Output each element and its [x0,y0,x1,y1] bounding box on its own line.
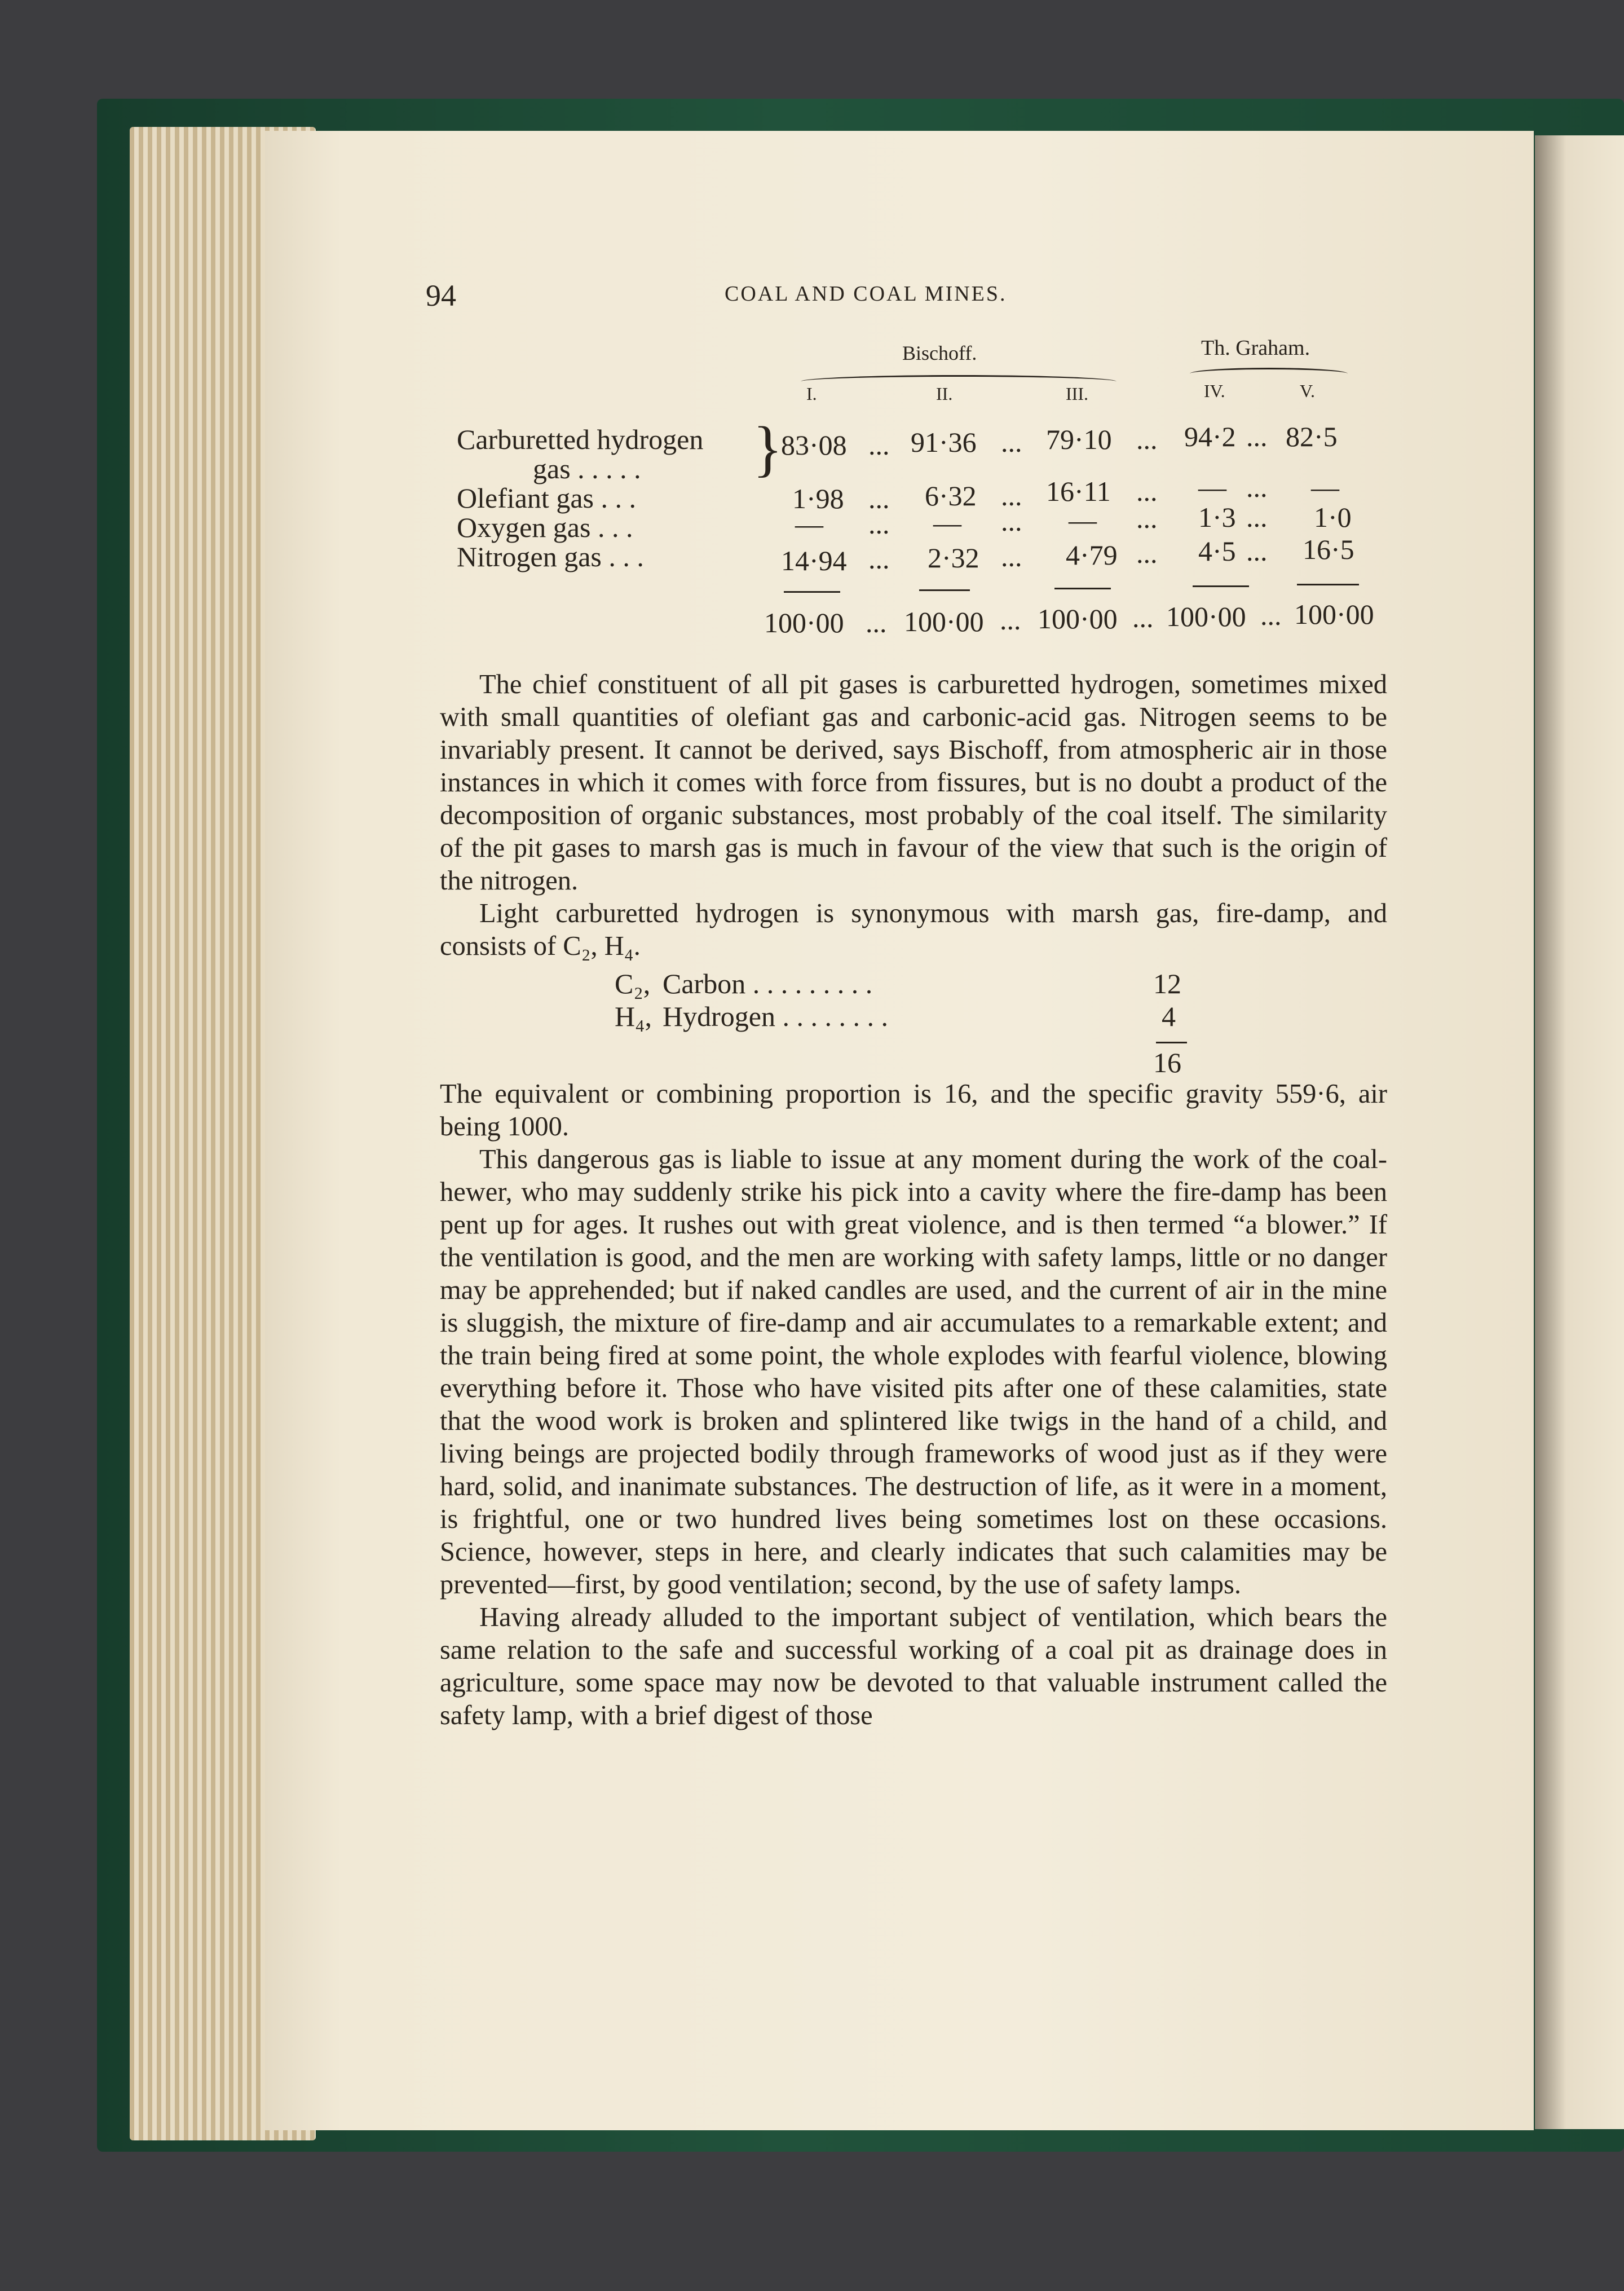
ellipsis: ... [1001,480,1022,512]
ellipsis: ... [1136,475,1158,507]
total-rule [919,589,970,591]
total-rule [1297,584,1359,585]
row-brace: } [753,414,783,483]
table-total: 100·00 [1038,603,1118,635]
page-number: 94 [426,279,456,312]
table-cell: 82·5 [1286,421,1338,452]
ellipsis: ... [1246,501,1268,533]
row-label: Oxygen gas . . . [457,512,633,543]
formula-value: 4 [1162,1001,1176,1032]
paragraph: Light carburetted hydrogen is synonymous with marsh gas, fire-damp, and consists of C₂, H₄. [440,898,1387,961]
table-cell: 2·32 [928,542,979,574]
group-label-graham: Th. Graham. [1201,336,1310,360]
table-total: 100·00 [1294,598,1374,630]
ellipsis: ... [1260,600,1282,631]
page-header [426,278,1384,312]
ellipsis: ... [1001,426,1022,458]
table-cell: — [1198,472,1226,503]
paragraph: The equivalent or combining proportion is 16, and the specific gravity 559·6, air being 1000. [440,1079,1387,1142]
table-cell: 1·3 [1198,501,1236,533]
total-rule [784,591,840,593]
table-cell: 94·2 [1184,421,1236,452]
formula-total: 16 [1153,1047,1181,1078]
table-cell: 1·0 [1314,501,1352,533]
table-cell: 6·32 [925,480,977,512]
ellipsis: ... [1001,541,1022,572]
table-cell: 16·11 [1046,475,1111,507]
formula-name: Hydrogen . . . . . . . . [663,1001,888,1032]
ellipsis: ... [866,607,887,638]
formula-rule [1156,1042,1187,1043]
ellipsis: ... [1246,421,1268,452]
total-rule [1054,588,1111,589]
table-cell: 14·94 [781,545,847,576]
column-header-2: II. [936,384,953,404]
ellipsis: ... [868,508,890,540]
body-text [440,668,1387,1732]
total-rule [1193,585,1249,587]
gas-composition-table [457,327,1382,660]
ellipsis: ... [1246,535,1268,567]
ellipsis: ... [1132,602,1154,633]
row-label: Olefiant gas . . . [457,482,636,514]
ellipsis: ... [868,543,890,575]
facing-page [1535,135,1624,2129]
paragraph: This dangerous gas is liable to issue at any moment during the work of the coal-hewer, who may suddenly strike his pick into a cavity where the fire-damp has been pent up for ages. It rushes out with great violence, and is then termed “a blower.” If the ventilation is good, and the men are working with safety lamps, little or no danger may be apprehended; but if naked candles are used, and the current of air in the mine is sluggish, the mixture of fire-damp and air accumulates to a remarkable extent; and the train being fired at some point, the whole explodes with fearful violence, blowing everything before it. Those who have visited pits after one of these calamities, state that the wood work is broken and splintered like twigs in the hand of a child, and living beings are projected bodily through frameworks of wood just as if they were hard, solid, and inanimate substances. The destruction of life, as it were in a moment, is frightful, one or two hundred lives being sometimes lost on these occasions. Science, however, steps in here, and clearly indicates that such calamities may be prevented—first, by good ventilation; second, by the use of safety lamps. [440,1144,1387,1600]
group-label-bischoff: Bischoff. [902,342,977,364]
table-cell: 91·36 [911,426,977,458]
formula-name: Carbon . . . . . . . . . [663,968,873,999]
formula-block [440,963,1387,1078]
column-header-1: I. [806,384,817,404]
column-header-3: III. [1066,384,1088,404]
ellipsis: ... [1246,472,1268,503]
running-head: COAL AND COAL MINES. [725,282,1007,306]
table-cell: 4·79 [1066,539,1118,571]
table-cell: — [795,508,823,540]
formula-symbol: C₂, [615,968,651,999]
row-label: Nitrogen gas . . . [457,541,644,572]
table-total: 100·00 [1166,601,1246,632]
ellipsis: ... [868,429,890,461]
paragraph: Having already alluded to the important subject of ventilation, which bears the same relation to the safe and successful working of a coal pit as drainage does in agriculture, some space may now be devoted to that valuable instrument called the safety lamp, with a brief digest of those [440,1602,1387,1730]
table-cell: — [933,507,961,539]
table-cell: — [1311,472,1339,503]
bracket-graham [1190,368,1348,380]
ellipsis: ... [1136,503,1158,534]
table-cell: 1·98 [792,483,844,514]
table-cell: 79·10 [1046,424,1112,455]
ellipsis: ... [1000,604,1021,636]
row-label: Carburetted hydrogen [457,424,704,455]
formula-value: 12 [1153,968,1181,999]
table-total: 100·00 [904,606,984,637]
row-label-continued: gas . . . . . [533,453,641,484]
table-total: 100·00 [764,607,844,638]
paragraph: The chief constituent of all pit gases is carburetted hydrogen, sometimes mixed with small quantities of olefiant gas and carbonic-acid gas. Nitrogen seems to be invariably present. It cannot be derived, says Bischoff, from atmospheric air in those instances in which it comes with force from fissures, but is no doubt a product of the decomposition of organic substances, most probably of the coal itself. The similarity of the pit gases to marsh gas is much in favour of the view that such is the origin of the nitrogen. [440,669,1387,896]
ellipsis: ... [1136,537,1158,569]
column-header-5: V. [1300,381,1315,401]
column-header-4: IV. [1204,381,1225,401]
ellipsis: ... [1136,424,1158,455]
formula-symbol: H₄, [615,1001,652,1032]
table-cell: 16·5 [1303,534,1354,565]
ellipsis: ... [868,483,890,514]
table-cell: — [1069,504,1097,536]
table-cell: 4·5 [1198,535,1236,567]
table-cell: 83·08 [781,429,847,461]
ellipsis: ... [1001,505,1022,537]
